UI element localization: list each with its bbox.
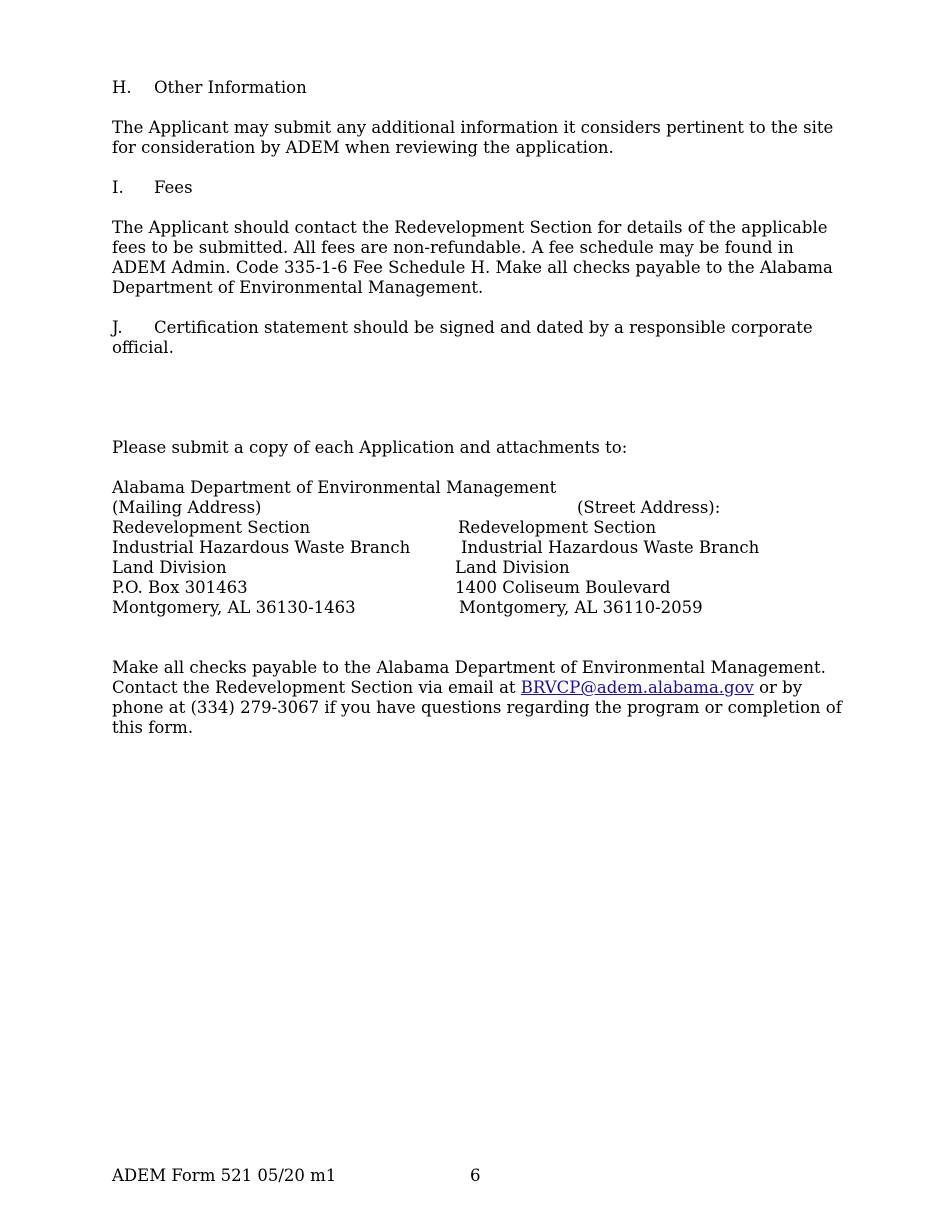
closing-paragraph	[112, 658, 852, 738]
mailing-address-line: Industrial Hazardous Waste Branch	[112, 538, 411, 557]
street-address-line: 1400 Coliseum Boulevard	[455, 578, 671, 597]
section-j-text: Certification statement should be signed and dated by a responsible corporate official.	[112, 318, 813, 357]
mailing-address-header: (Mailing Address)	[112, 498, 262, 517]
closing-text-before-link: Make all checks payable to the Alabama Department of Environmental Management. Contact the Redevelopment Section via email at	[112, 658, 826, 697]
page-footer	[112, 1166, 481, 1186]
section-i-title: Fees	[154, 178, 193, 197]
mailing-address-line: P.O. Box 301463	[112, 578, 248, 597]
address-block	[112, 478, 852, 618]
submit-intro: Please submit a copy of each Application and attachments to:	[112, 438, 628, 457]
street-address-line: Redevelopment Section	[458, 518, 657, 537]
section-j-letter: J.	[112, 318, 123, 337]
section-i-body: The Applicant should contact the Redevelopment Section for details of the applicable fees to be submitted. All fees are non-refundable. A fee schedule may be found in ADEM Admin. Code 335-1-6 Fee Schedule H. Make all checks payable to the Alabama Department of Environmental Management.	[112, 218, 833, 297]
street-address-line: Land Division	[455, 558, 570, 577]
section-h-body: The Applicant may submit any additional information it considers pertinent to the site for consideration by ADEM when reviewing the application.	[112, 118, 834, 157]
section-i-heading	[112, 178, 852, 198]
street-address-line: Montgomery, AL 36110-2059	[459, 598, 703, 617]
street-address-line: Industrial Hazardous Waste Branch	[461, 538, 760, 557]
page-number: 6	[470, 1166, 481, 1185]
organization-name: Alabama Department of Environmental Management	[112, 478, 557, 497]
street-address-header: (Street Address):	[577, 498, 721, 517]
section-i-letter: I.	[112, 178, 124, 197]
mailing-address-line: Redevelopment Section	[112, 518, 311, 537]
closing-text-after-link: or by phone at (334) 279-3067 if you have questions regarding the program or completion of this form.	[112, 678, 842, 737]
section-h-title: Other Information	[154, 78, 307, 97]
section-h-letter: H.	[112, 78, 132, 97]
section-h-heading	[112, 78, 852, 98]
section-j-paragraph	[112, 318, 852, 358]
document-body	[112, 78, 852, 738]
form-id: ADEM Form 521 05/20 m1	[112, 1166, 337, 1185]
mailing-address-line: Montgomery, AL 36130-1463	[112, 598, 356, 617]
mailing-address-line: Land Division	[112, 558, 227, 577]
email-link[interactable]: BRVCP@adem.alabama.gov	[520, 678, 754, 697]
